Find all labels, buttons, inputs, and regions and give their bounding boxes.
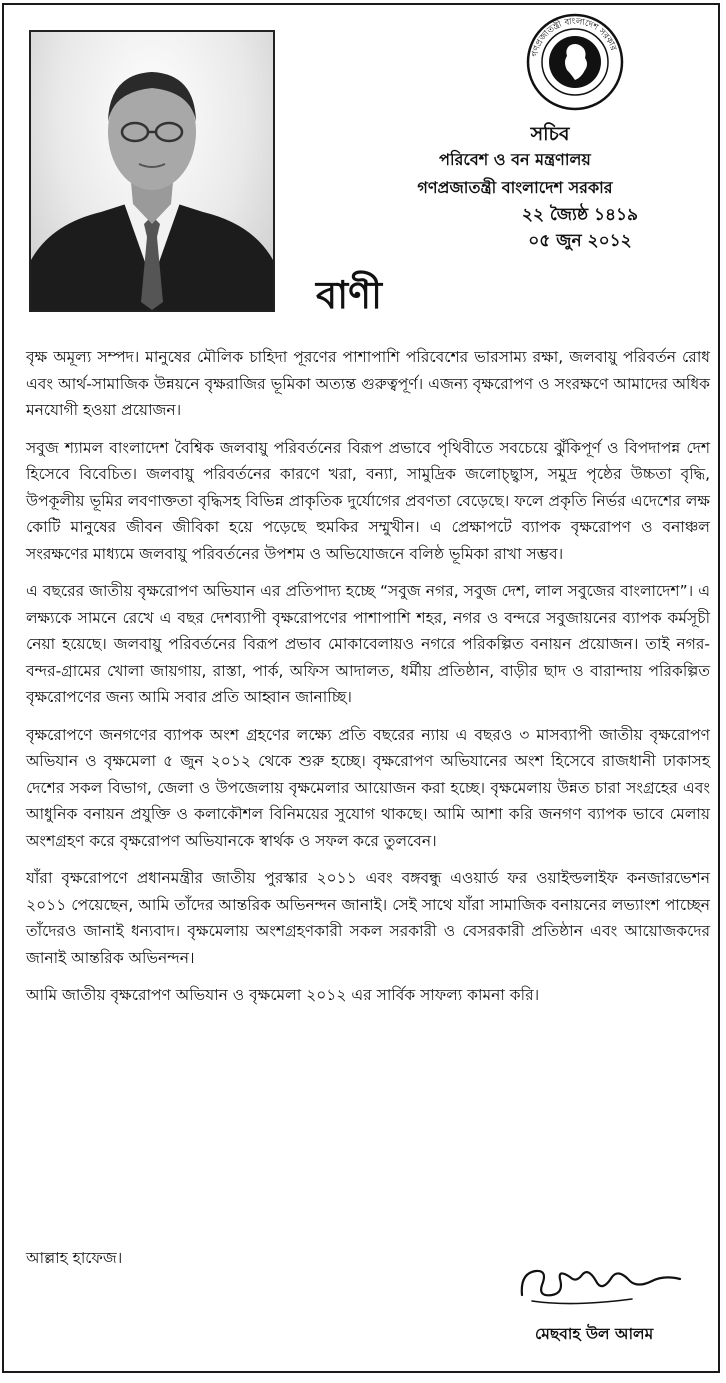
signer-name: মেছবাহ উল আলম (535, 1325, 654, 1343)
date-gregorian: ০৫ জুন ২০১২ (528, 231, 632, 251)
designation: সচিব (530, 123, 570, 145)
ministry-name: পরিবেশ ও বন মন্ত্রণালয় (439, 150, 591, 169)
paragraph: আমি জাতীয় বৃক্ষরোপণ অভিযান ও বৃক্ষমেলা ২০১২ এর সার্বিক সাফল্য কামনা করি। (26, 986, 540, 1004)
government-name: গণপ্রজাতন্ত্রী বাংলাদেশ সরকার (417, 178, 613, 197)
paragraph: বৃক্ষ অমূল্য সম্পদ। মানুষের মৌলিক চাহিদা পূরণের পাশাপাশি পরিবেশের ভারসাম্য রক্ষা, জলবায়ু পরিবর্তন রোধ এবং আর্থ-সামাজিক উন্নয়নে বৃক্ষরাজির ভূমিকা অত্যন্ত গুরুত্বপূর্ণ। এজন্য বৃক্ষরোপণ ও সংরক্ষণে আমাদের অধিক মনযোগী হওয়া প্রয়োজন। (26, 348, 710, 419)
svg-text:গণপ্রজাতন্ত্রী বাংলাদেশ সরকার: গণপ্রজাতন্ত্রী বাংলাদেশ সরকার (530, 16, 619, 58)
message-body (26, 344, 710, 1020)
handwritten-signature (512, 1255, 692, 1315)
message-heading: বাণী (316, 273, 383, 317)
paragraph: এ বছরের জাতীয় বৃক্ষরোপণ অভিযান এর প্রতিপাদ্য হচ্ছে “সবুজ নগর, সবুজ দেশ, লাল সবুজের বাংলাদেশ”। এ লক্ষ্যকে সামনে রেখে এ বছর দেশব্যাপী বৃক্ষরোপণের পাশাপাশি শহর, নগর ও বন্দরে সবুজায়নের ব্যাপক কর্মসূচী নেয়া হয়েছে। জলবায়ু পরিবর্তনের বিরূপ প্রভাব মোকাবেলায়ও নগরে পরিকল্পিত বনায়ন প্রয়োজন। তাই নগর-বন্দর-গ্রামের খোলা জায়গায়, রাস্তা, পার্ক, অফিস আদালত, ধর্মীয় প্রতিষ্ঠান, বাড়ীর ছাদ ও বারান্দায় পরিকল্পিত বৃক্ষরোপণের জন্য আমি সবার প্রতি আহ্বান জানাচ্ছি। (26, 582, 710, 706)
paragraph: যাঁরা বৃক্ষরোপণে প্রধানমন্ত্রীর জাতীয় পুরস্কার ২০১১ এবং বঙ্গবন্ধু এওয়ার্ড ফর ওয়াইল্ডলাইফ কনজারভেশন ২০১১ পেয়েছেন, আমি তাঁদের আন্তরিক অভিনন্দন জানাই। সেই সাথে যাঁরা সামাজিক বনায়নের লভ্যাংশ পাচ্ছেন তাঁদেরও জানাই ধন্যবাদ। বৃক্ষমেলায় অংশগ্রহণকারী সকল সরকারী ও বেসরকারী প্রতিষ্ঠান এবং আয়োজকদের জানাই আন্তরিক অভিনন্দন। (26, 869, 710, 967)
closing-salutation: আল্লাহ হাফেজ। (26, 1249, 123, 1267)
portrait-photo (29, 30, 275, 312)
date-bengali: ২২ জ্যৈষ্ঠ ১৪১৯ (521, 205, 639, 225)
paragraph: সবুজ শ্যামল বাংলাদেশ বৈশ্বিক জলবায়ু পরিবর্তনের বিরূপ প্রভাবে পৃথিবীতে সবচেয়ে ঝুঁকিপূর্ণ ও বিপদাপন্ন দেশ হিসেবে বিবেচিত। জলবায়ু পরিবর্তনের কারণে খরা, বন্যা, সামুদ্রিক জলোচ্ছ্বাস, সমুদ্র পৃষ্ঠের উচ্চতা বৃদ্ধি, উপকূলীয় ভূমির লবণাক্ততা বৃদ্ধিসহ বিভিন্ন প্রাকৃতিক দুর্যোগের প্রবণতা বেড়েছে। ফলে প্রকৃতি নির্ভর এদেশের লক্ষ কোটি মানুষের জীবন জীবিকা হয়ে পড়েছে হুমকির সম্মুখীন। এ প্রেক্ষাপটে ব্যাপক বৃক্ষরোপণ ও বনাঞ্চল সংরক্ষণের মাধ্যমে জলবায়ু পরিবর্তনের উপশম ও অভিযোজনে বলিষ্ঠ ভূমিকা রাখা সম্ভব। (26, 438, 710, 563)
paragraph: বৃক্ষরোপণে জনগণের ব্যাপক অংশ গ্রহণের লক্ষ্যে প্রতি বছরের ন্যায় এ বছরও ৩ মাসব্যাপী জাতীয় বৃক্ষরোপণ অভিযান ও বৃক্ষমেলা ৫ জুন ২০১২ থেকে শুরু হচ্ছে। বৃক্ষরোপণ অভিযানের অংশ হিসেবে রাজধানী ঢাকাসহ দেশের সকল বিভাগ, জেলা ও উপজেলায় বৃক্ষমেলার আয়োজন করা হচ্ছে। বৃক্ষমেলায় উন্নত চারা সংগ্রহের এবং আধুনিক বনায়ন প্রযুক্তি ও কলাকৌশল বিনিময়ের সুযোগ থাকছে। আমি আশা করি জনগণ ব্যাপক ভাবে মেলায় অংশগ্রহণ করে বৃক্ষরোপণ অভিযানকে স্বার্থক ও সফল করে তুলবেন। (26, 725, 710, 850)
header-block (330, 122, 700, 254)
person-silhouette-icon (31, 32, 273, 310)
government-seal-icon (525, 12, 625, 112)
